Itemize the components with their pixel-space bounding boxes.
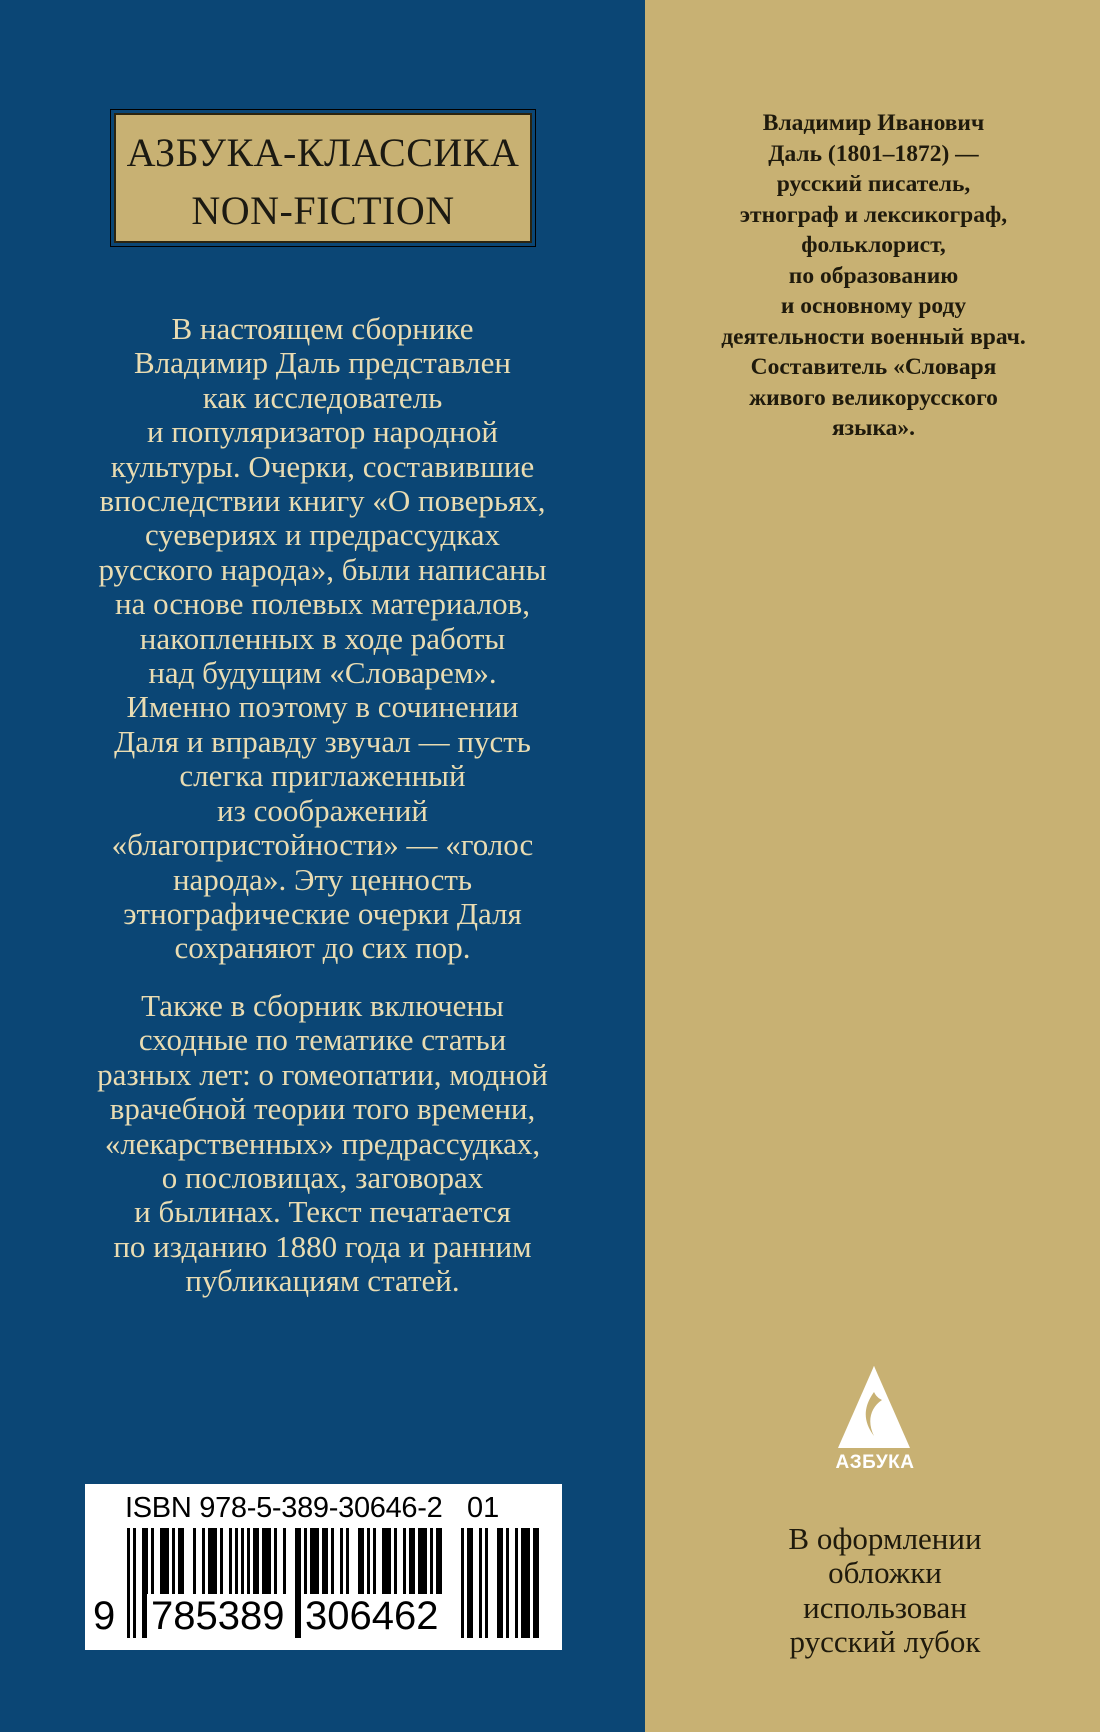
- text-line: Владимир Даль представлен: [134, 345, 511, 381]
- bio-line: этнограф и лексикограф,: [739, 201, 1008, 228]
- credit-line: русский лубок: [789, 1624, 981, 1660]
- series-subname: NON-FICTION: [191, 188, 455, 233]
- isbn-label: ISBN 978-5-389-30646-2: [125, 1492, 443, 1524]
- barcode-digit-first: 9: [93, 1594, 116, 1638]
- cover-design-credit: [700, 1522, 1070, 1660]
- text-line: на основе полевых материалов,: [115, 586, 530, 622]
- bio-line: и основному роду: [780, 293, 967, 319]
- text-line: сохраняют до сих пор.: [174, 930, 471, 966]
- azbuka-triangle-logo-icon: [834, 1362, 914, 1452]
- series-label-box: [114, 113, 532, 243]
- text-line: о пословицах, заговорах: [161, 1160, 484, 1196]
- author-bio: [686, 108, 1061, 444]
- barcode-addon-code: 01: [467, 1492, 500, 1524]
- bio-line: русский писатель,: [776, 171, 971, 197]
- isbn-barcode: [85, 1484, 562, 1650]
- text-line: слегка приглаженный: [179, 758, 466, 794]
- text-line: по изданию 1880 года и ранним: [113, 1228, 532, 1264]
- bio-line: Даль (1801–1872) —: [768, 140, 979, 167]
- text-line: Именно поэтому в сочинении: [126, 689, 519, 725]
- annotation-paragraph-1: [60, 312, 585, 966]
- text-line: русского народа», были написаны: [98, 551, 547, 587]
- text-line: «благопристойности» — «голос: [111, 827, 534, 863]
- series-name: АЗБУКА-КЛАССИКА: [126, 130, 520, 175]
- text-line: из соображений: [217, 792, 428, 828]
- text-line: врачебной теории того времени,: [109, 1091, 536, 1127]
- text-line: этнографические очерки Даля: [123, 895, 522, 931]
- text-line: Даля и вправду звучал — пусть: [114, 723, 531, 759]
- text-line: «лекарственных» предрассудках,: [104, 1125, 541, 1161]
- text-line: суевериях и предрассудках: [144, 517, 501, 553]
- bio-line: Владимир Иванович: [762, 110, 985, 136]
- credit-line: использован: [803, 1589, 967, 1625]
- text-line: над будущим «Словарем».: [148, 655, 497, 691]
- bio-line: живого великорусского: [749, 384, 998, 411]
- barcode-digits-right: 306462: [301, 1594, 442, 1639]
- text-line: и популяризатор народной: [147, 414, 498, 450]
- annotation-paragraph-2: [60, 989, 585, 1299]
- text-line: как исследователь: [202, 379, 443, 415]
- publisher-logo: [820, 1362, 930, 1472]
- text-line: сходные по тематике статьи: [138, 1022, 507, 1058]
- bio-line: фольклорист,: [801, 232, 946, 258]
- text-line: культуры. Очерки, составившие: [110, 448, 535, 484]
- bio-line: языка».: [831, 415, 916, 441]
- text-line: впоследствии книгу «О поверьях,: [99, 483, 546, 519]
- bio-line: деятельности военный врач.: [721, 323, 1026, 350]
- text-line: Также в сборник включены: [141, 988, 504, 1023]
- text-line: накопленных в ходе работы: [139, 620, 506, 656]
- text-line: разных лет: о гомеопатии, модной: [97, 1056, 548, 1092]
- barcode-bars-addon: [461, 1528, 547, 1638]
- publisher-name: АЗБУКА: [835, 1452, 915, 1473]
- barcode-digits-left: 785389: [147, 1594, 288, 1639]
- credit-line: В оформлении: [788, 1521, 982, 1556]
- credit-line: обложки: [828, 1555, 942, 1591]
- text-line: В настоящем сборнике: [171, 311, 474, 346]
- text-line: публикациям статей.: [185, 1263, 460, 1299]
- text-line: и былинах. Текст печатается: [134, 1194, 511, 1230]
- text-line: народа». Эту ценность: [172, 861, 473, 897]
- bio-line: Составитель «Словаря: [750, 354, 997, 380]
- bio-line: по образованию: [788, 262, 959, 289]
